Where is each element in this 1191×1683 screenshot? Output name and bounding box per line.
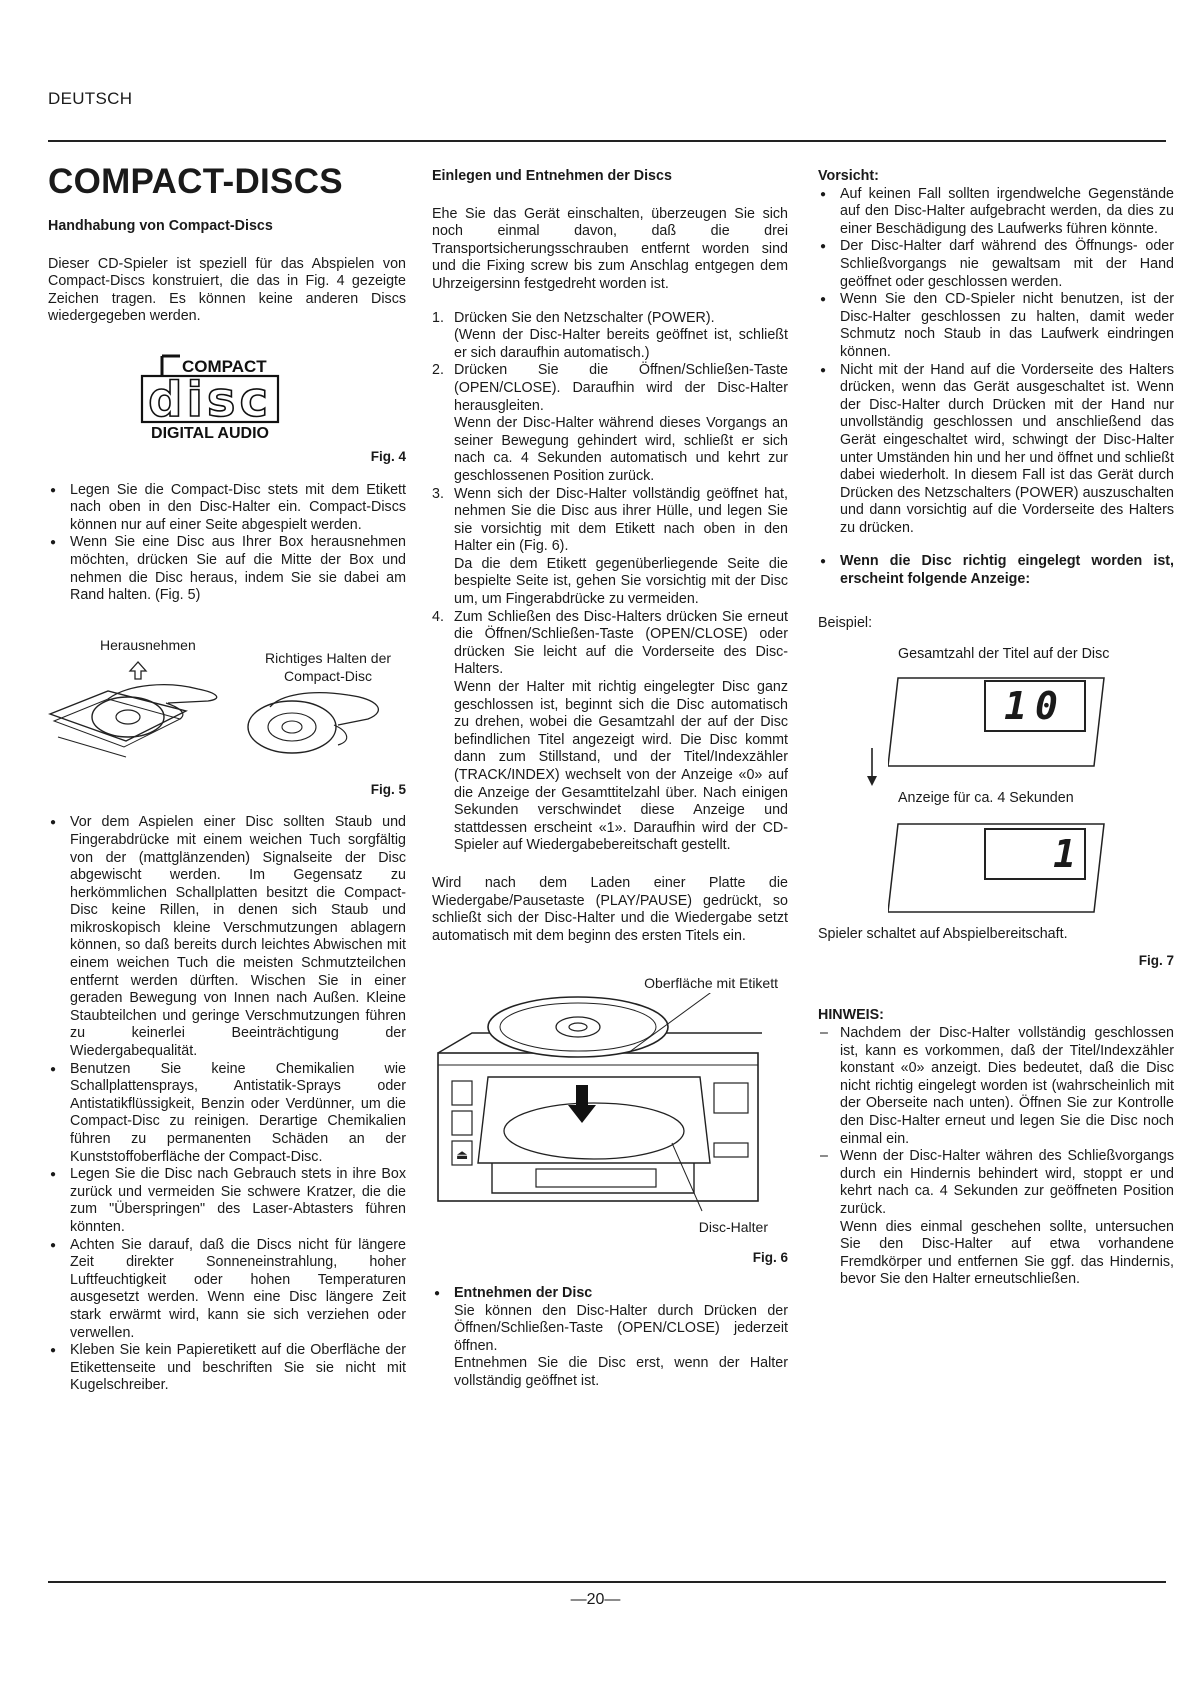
bullet-item: ● Vor dem Aspielen einer Disc sollten Staub und Fingerabdrücke mit einem weichen Tuch sorgfältig von der (mattglänzenden) Signalseite der Disc abgewischt werden. Im Gegensatz zu herkömmlichen Schallplatten besitzt die Compact-Disc keine Rillen, in denen sich Staub und mikroskopisch kleine Verschmutzungen ablagern können, so daß bereits durch leichtes Abwischen mit einem weichen Tuch die meisten Schmutzteilchen entfernt werden dürften. Wischen Sie in einer geraden Bewegung von Innen nach Außen. Kleine Staubteilchen und geringe Verschmutzungen führen zu keinerlei Beeinträchtigung der Wiedergabequalität. bbox=[48, 814, 406, 1060]
step-main: Drücken Sie die Öffnen/Schließen-Taste (OPEN/CLOSE). Daraufhin wird der Disc-Halter herausgleiten. bbox=[454, 362, 788, 414]
hint-item bbox=[818, 1025, 1174, 1148]
remove-disc-text: Sie können den Disc-Halter durch Drücken der Öffnen/Schließen-Taste (OPEN/CLOSE) jederzeit öffnen. bbox=[454, 1302, 788, 1354]
figure-6-illustration bbox=[432, 965, 788, 1241]
fig6-label-label-side: Oberfläche mit Etikett bbox=[644, 975, 778, 992]
step-item bbox=[432, 486, 788, 609]
fig5-label-hold: Richtiges Halten der Compact-Disc bbox=[264, 649, 392, 684]
remove-disc-heading: ● Entnehmen der Disc bbox=[454, 1284, 593, 1301]
hint-main: – Wenn der Disc-Halter währen des Schließvorgangs durch ein Hindernis behindert wird, stoppt er und kehrt nach ca. 4 Sekunden zur geöffneten Position zurück. bbox=[840, 1148, 1174, 1217]
logo-digital-audio-text: DIGITAL AUDIO bbox=[151, 424, 269, 442]
bullet-item: ● Benutzen Sie keine Chemikalien wie Schallplattensprays, Antistatik-Sprays oder Antistatikflüssigkeit, Benzin oder Verdünner, um die Compact-Disc zu reinigen. Derartige Chemikalien führen zu permanenten Schäden an der Kunststoffoberfläche der Compact-Disc. bbox=[48, 1061, 406, 1167]
step-item bbox=[432, 609, 788, 855]
step-number: 4. bbox=[432, 608, 444, 625]
lcd2-value: 1 bbox=[984, 828, 1086, 880]
intro-paragraph: Dieser CD-Spieler ist speziell für das Abspielen von Compact-Discs konstruiert, die das in Fig. 4 gezeigte Zeichen tragen. Es können keine anderen Discs wiedergegeben werden. bbox=[48, 255, 406, 325]
step-item bbox=[432, 362, 788, 485]
bullet-item: ● Achten Sie darauf, daß die Discs nicht für längere Zeit direkter Sonneneinstrahlung, hoher Luftfeuchtigkeit oder hohen Temperaturen ausgesetzt werden. Wenn eine Disc längere Zeit stark erwärmt wird, kann sie sich verziehen oder verwellen. bbox=[48, 1237, 406, 1343]
bullet-item: ● Kleben Sie kein Papieretikett auf die Oberfläche der Etikettenseite und beschriften Sie sie nicht mit Kugelschreiber. bbox=[48, 1342, 406, 1395]
hint-item bbox=[818, 1148, 1174, 1289]
hint-sub: Wenn dies einmal geschehen sollte, untersuchen Sie den Disc-Halter auf etwa vorhandene Fremdkörper und entfernen Sie ggf. das Hindernis, bevor Sie den Halter erneutschließen. bbox=[840, 1218, 1174, 1288]
figure-5-label: Fig. 5 bbox=[370, 781, 406, 797]
step-number: 1. bbox=[432, 309, 444, 326]
caution-heading: Vorsicht: bbox=[818, 168, 879, 184]
figure-5-illustration bbox=[48, 629, 406, 779]
figure-7-label: Fig. 7 bbox=[1138, 952, 1174, 968]
figure-4-label: Fig. 4 bbox=[370, 448, 406, 464]
logo-compact-text: COMPACT bbox=[182, 356, 267, 376]
compact-disc-logo-graphic bbox=[140, 352, 310, 442]
column-left bbox=[48, 162, 406, 1395]
lcd2-caption: Anzeige für ca. 4 Sekunden bbox=[898, 790, 1074, 807]
language-label: DEUTSCH bbox=[48, 89, 133, 108]
page-title: COMPACT-DISCS bbox=[48, 162, 343, 201]
column-right bbox=[818, 168, 1174, 1289]
step-main: Zum Schließen des Disc-Halters drücken Sie erneut die Öffnen/Schließen-Taste (OPEN/CLOSE) oder drücken Sie leicht auf die Vorderseite des Disc-Halters. bbox=[454, 608, 788, 678]
column-middle bbox=[432, 168, 788, 1391]
arrow-down-icon bbox=[862, 746, 882, 790]
compact-disc-logo bbox=[140, 352, 310, 442]
caution-item: ● Wenn Sie den CD-Spieler nicht benutzen, ist der Disc-Halter geschlossen zu halten, damit weder Schmutz noch Staub in das Laufwerk eindringen können. bbox=[818, 291, 1174, 361]
fig6-label-disc-tray: Disc-Halter bbox=[698, 1219, 768, 1236]
bottom-divider bbox=[48, 1581, 1166, 1583]
hint-main: – Nachdem der Disc-Halter vollständig geschlossen ist, kann es vorkommen, daß der Titel/Indexzähler konstant «0» anzeigt. Dies bedeutet, daß die Disc nicht richtig eingelegt worden ist (wahrscheinlich mit der Oberseite nach unten). Öffnen Sie zur Kontrolle den Disc-Halter erneut und legen Sie die Disc noch einmal ein. bbox=[840, 1025, 1174, 1147]
step-number: 2. bbox=[432, 362, 444, 379]
lcd1-value: 10 bbox=[984, 680, 1086, 732]
step-sub: Wenn der Disc-Halter während dieses Vorgangs an seiner Bewegung gehindert wird, schließt er sich nach ca. 4 Sekunden automatisch und kehrt zur geschlossenen Position zurück. bbox=[454, 415, 788, 484]
example-label: Beispiel: bbox=[818, 614, 873, 631]
figure-7-illustration bbox=[818, 638, 1174, 924]
logo-disc-text: disc bbox=[148, 371, 272, 428]
disc-handling-drawing bbox=[48, 629, 406, 779]
step-sub: (Wenn der Disc-Halter bereits geöffnet ist, schließt er sich daraufhin automatisch.) bbox=[454, 327, 788, 361]
step-number: 3. bbox=[432, 485, 444, 502]
hint-heading: HINWEIS: bbox=[818, 1007, 884, 1024]
page-number: —20— bbox=[570, 1591, 621, 1608]
display-note-item: ● Wenn die Disc richtig eingelegt worden ist, erscheint folgende Anzeige: bbox=[818, 553, 1174, 588]
section-heading-loading: Einlegen und Entnehmen der Discs bbox=[432, 168, 672, 184]
figure-6-label: Fig. 6 bbox=[752, 1250, 788, 1266]
play-pause-paragraph: Wird nach dem Laden einer Platte die Wiedergabe/Pausetaste (PLAY/PAUSE) gedrückt, so schließt sich der Disc-Halter und die Wiedergabe setzt automatisch mit dem beginn des ersten Titels ein. bbox=[432, 874, 788, 944]
svg-text:⏏: ⏏ bbox=[456, 1148, 469, 1164]
step-sub: Da die dem Etikett gegenüberliegende Seite die bespielte Seite ist, gehen Sie vorsichtig mit der Disc um, um Fingerabdrücke zu vermeiden. bbox=[454, 555, 788, 608]
standby-text: Spieler schaltet auf Abspielbereitschaft. bbox=[818, 926, 1068, 943]
cd-player-drawing bbox=[432, 993, 788, 1223]
step-sub: Wenn der Halter mit richtig eingelegter Disc ganz geschlossen ist, beginnt sich die Disc automatisch zu drehen, wobei die Gesamtzahl der auf der Disc befindlichen Titel angezeigt wird. Die Disc kommt dann zum Stillstand, und der Titel/Indexzähler (TRACK/INDEX) wechselt von der Anzeige «0» auf die Anzeige der Gesamttitelzahl über. Nach einigen Sekunden verschwindet diese Anzeige und stattdessen erscheint «1». Daraufhin wird der CD-Spieler auf Wiedergabebereitschaft gestellt. bbox=[454, 679, 788, 854]
bullet-item: ● Wenn Sie eine Disc aus Ihrer Box herausnehmen möchten, drücken Sie auf die Mitte der Box und nehmen die Disc heraus, indem Sie sie dabei am Rand halten. (Fig. 5) bbox=[48, 534, 406, 604]
top-divider bbox=[48, 140, 1166, 142]
section-heading-handling: Handhabung von Compact-Discs bbox=[48, 218, 273, 234]
bullet-item: ● Legen Sie die Disc nach Gebrauch stets in ihre Box zurück und vermeiden Sie schwere Kratzer, die die zum "Überspringen" des Laser-Abtasters führen könnten. bbox=[48, 1166, 406, 1236]
fig5-label-remove: Herausnehmen bbox=[100, 636, 196, 653]
step-main: Wenn sich der Disc-Halter vollständig geöffnet hat, nehmen Sie die Disc aus ihrer Hülle, und legen Sie sie vorsichtig mit dem Etikett nach oben in den Halter ein (Fig. 6). bbox=[454, 485, 788, 555]
lcd1-caption: Gesamtzahl der Titel auf der Disc bbox=[898, 646, 1110, 663]
step-item bbox=[432, 310, 788, 363]
remove-disc-text: Entnehmen Sie die Disc erst, wenn der Halter vollständig geöffnet ist. bbox=[454, 1355, 788, 1389]
caution-item: ● Der Disc-Halter darf während des Öffnungs- oder Schließvorgangs nie gewaltsam mit der Hand geöffnet oder geschlossen werden. bbox=[818, 238, 1174, 291]
loading-intro: Ehe Sie das Gerät einschalten, überzeugen Sie sich noch einmal davon, daß die drei Transportsicherungsschrauben entfernt worden sind und die Fixing screw bis zum Anschlag entgegen dem Uhrzeigersinn festgedreht worden ist. bbox=[432, 205, 788, 292]
caution-item: ● Auf keinen Fall sollten irgendwelche Gegenstände auf den Disc-Halter aufgebracht werden, da dies zu einer Beschädigung des Laufwerks führen könnte. bbox=[818, 186, 1174, 239]
bullet-item: ● Legen Sie die Compact-Disc stets mit dem Etikett nach oben in den Disc-Halter ein. Compact-Discs können nur auf einer Seite abgespielt werden. bbox=[48, 482, 406, 535]
caution-item: ● Nicht mit der Hand auf die Vorderseite des Halters drücken, wenn das Gerät ausgeschaltet ist. Wenn der Disc-Halter durch Drücken mit der Hand nur unvollständig geschlossen und anschließend das Gerät eingeschaltet wird, schwingt der Disc-Halter unter Umständen hin und her und öffnet und schließt dabei wiederholt. In diesem Fall ist das Gerät durch Drücken des Netzschalters (POWER) auszuschalten und dann vorsichtig auf die Vorderseite des Halters zu drücken. bbox=[818, 362, 1174, 538]
remove-disc-item bbox=[432, 1285, 788, 1391]
step-main: Drücken Sie den Netzschalter (POWER). bbox=[454, 309, 715, 326]
